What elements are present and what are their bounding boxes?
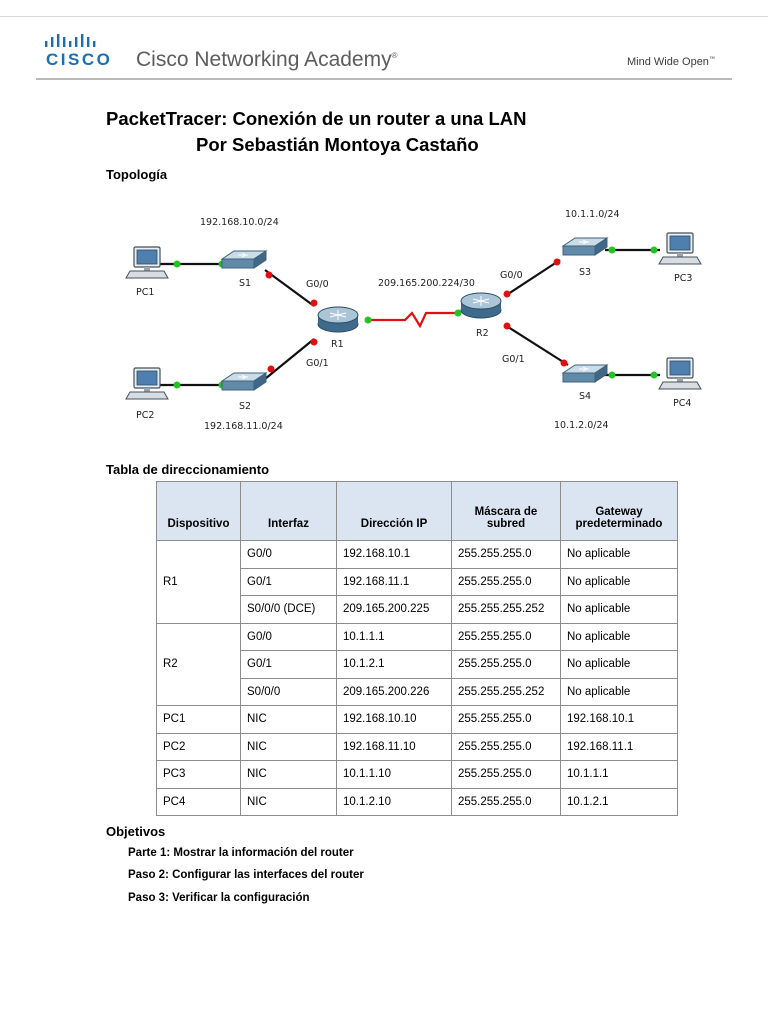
objectives-heading: Objetivos (106, 824, 166, 839)
ip-cell: 192.168.10.1 (337, 541, 452, 569)
gateway-cell: 10.1.2.1 (561, 788, 678, 816)
interface-cell: NIC (241, 761, 337, 789)
table-row (157, 623, 678, 651)
interface-cell: G0/0 (241, 541, 337, 569)
mask-cell: 255.255.255.0 (452, 568, 561, 596)
header-rule (36, 78, 732, 80)
ip-cell: 209.165.200.226 (337, 678, 452, 706)
device-cell: PC3 (157, 761, 241, 789)
objective-item: Parte 1: Mostrar la información del router (128, 847, 354, 859)
col-header-gateway: Gateway predeterminado (561, 482, 678, 541)
table-heading: Tabla de direccionamiento (106, 462, 270, 477)
ip-cell: 10.1.2.10 (337, 788, 452, 816)
mask-cell: 255.255.255.252 (452, 596, 561, 624)
router-r1-icon (318, 307, 358, 332)
interface-cell: NIC (241, 706, 337, 734)
ip-cell: 10.1.1.10 (337, 761, 452, 789)
gateway-cell: 192.168.11.1 (561, 733, 678, 761)
page-author: Por Sebastián Montoya Castaño (196, 134, 479, 155)
objective-item: Paso 2: Configurar las interfaces del router (128, 869, 364, 881)
mask-cell: 255.255.255.0 (452, 761, 561, 789)
ip-cell: 10.1.1.1 (337, 623, 452, 651)
net-s4-label: 10.1.2.0/24 (554, 420, 609, 431)
pc3-icon (659, 233, 701, 264)
s1-label: S1 (239, 278, 252, 289)
switch-s2-icon (222, 373, 266, 390)
device-cell: PC4 (157, 788, 241, 816)
mask-cell: 255.255.255.0 (452, 733, 561, 761)
objective-item: Paso 3: Verificar la configuración (128, 892, 310, 904)
mask-cell: 255.255.255.0 (452, 788, 561, 816)
r1-g01-label: G0/1 (306, 358, 329, 369)
interface-cell: G0/1 (241, 568, 337, 596)
pc1-label: PC1 (136, 287, 155, 298)
topology-heading: Topología (106, 167, 168, 182)
pc4-label: PC4 (673, 398, 692, 409)
page-title: PacketTracer: Conexión de un router a una LAN (106, 108, 527, 129)
switch-s1-icon (222, 251, 266, 268)
r1-label: R1 (331, 339, 344, 350)
r1-g00-label: G0/0 (306, 279, 329, 290)
mask-cell: 255.255.255.0 (452, 541, 561, 569)
ip-cell: 192.168.11.10 (337, 733, 452, 761)
table-row (157, 761, 678, 789)
gateway-cell: No aplicable (561, 568, 678, 596)
ip-cell: 10.1.2.1 (337, 651, 452, 679)
net-s3-label: 10.1.1.0/24 (565, 209, 620, 220)
r2-g00-label: G0/0 (500, 270, 523, 281)
table-row (157, 541, 678, 569)
net-s1-label: 192.168.10.0/24 (200, 217, 279, 228)
interface-cell: G0/1 (241, 651, 337, 679)
s4-label: S4 (579, 391, 592, 402)
interface-cell: NIC (241, 788, 337, 816)
device-cell: R1 (157, 541, 241, 624)
table-row (157, 706, 678, 734)
gateway-cell: No aplicable (561, 623, 678, 651)
interface-cell: NIC (241, 733, 337, 761)
gateway-cell: 192.168.10.1 (561, 706, 678, 734)
cisco-wordmark: CISCO (46, 50, 113, 69)
r2-label: R2 (476, 328, 489, 339)
switch-s3-icon (563, 238, 607, 255)
col-header-ip: Dirección IP (337, 482, 452, 541)
col-header-device: Dispositivo (157, 482, 241, 541)
table-row (157, 788, 678, 816)
s3-label: S3 (579, 267, 592, 278)
interface-cell: G0/0 (241, 623, 337, 651)
top-rule (0, 16, 768, 17)
mask-cell: 255.255.255.0 (452, 623, 561, 651)
gateway-cell: No aplicable (561, 596, 678, 624)
gateway-cell: 10.1.1.1 (561, 761, 678, 789)
col-header-interface: Interfaz (241, 482, 337, 541)
ip-cell: 209.165.200.225 (337, 596, 452, 624)
tagline: Mind Wide Open™ (627, 56, 715, 68)
interface-cell: S0/0/0 (DCE) (241, 596, 337, 624)
r2-g01-label: G0/1 (502, 354, 525, 365)
pc3-label: PC3 (674, 273, 693, 284)
device-cell: PC2 (157, 733, 241, 761)
s2-label: S2 (239, 401, 252, 412)
cisco-bars-icon (44, 33, 116, 49)
pc1-icon (126, 247, 168, 278)
router-r2-icon (461, 293, 501, 318)
switch-s4-icon (563, 365, 607, 382)
pc2-icon (126, 368, 168, 399)
ip-cell: 192.168.11.1 (337, 568, 452, 596)
table-row (157, 733, 678, 761)
net-s2-label: 192.168.11.0/24 (204, 421, 283, 432)
ip-cell: 192.168.10.10 (337, 706, 452, 734)
serial-link (368, 313, 458, 326)
net-wan-label: 209.165.200.224/30 (378, 278, 475, 289)
mask-cell: 255.255.255.0 (452, 651, 561, 679)
interface-cell: S0/0/0 (241, 678, 337, 706)
pc4-icon (659, 358, 701, 389)
topology-diagram (120, 195, 720, 445)
pc2-label: PC2 (136, 410, 155, 421)
academy-name: Cisco Networking Academy® (136, 48, 398, 71)
gateway-cell: No aplicable (561, 651, 678, 679)
col-header-mask: Máscara de subred (452, 482, 561, 541)
page-header (0, 28, 768, 78)
gateway-cell: No aplicable (561, 541, 678, 569)
gateway-cell: No aplicable (561, 678, 678, 706)
device-cell: R2 (157, 623, 241, 706)
device-cell: PC1 (157, 706, 241, 734)
addressing-table (156, 481, 678, 816)
mask-cell: 255.255.255.252 (452, 678, 561, 706)
mask-cell: 255.255.255.0 (452, 706, 561, 734)
